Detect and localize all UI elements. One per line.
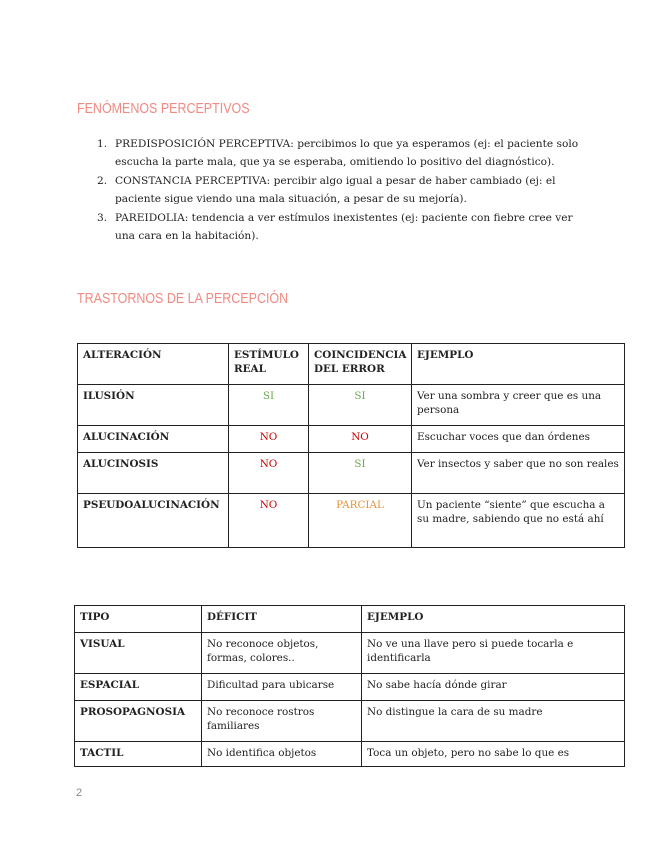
table-row — [78, 385, 625, 426]
real-stimulus-cell: SI — [229, 385, 309, 426]
table-row — [75, 633, 625, 674]
table-header-cell: DÉFICIT — [202, 606, 362, 633]
table-row — [75, 701, 625, 742]
example-cell: Toca un objeto, pero no sabe lo que es — [362, 742, 625, 767]
list-item-number: 2. — [97, 174, 108, 187]
table-header-cell: EJEMPLO — [412, 344, 625, 385]
table-header-row — [78, 344, 625, 385]
list-item-number: 1. — [97, 138, 108, 150]
example-cell: No distingue la cara de su madre — [362, 701, 625, 742]
table-header-row — [75, 606, 625, 633]
type-cell: VISUAL — [75, 633, 202, 674]
table-header-cell: ALTERACIÓN — [78, 344, 229, 385]
table-header-cell: ESTÍMULO REAL — [229, 344, 309, 385]
error-coincidence-cell: NO — [309, 426, 412, 453]
example-cell: Escuchar voces que dan órdenes — [412, 426, 625, 453]
deficit-cell: Dificultad para ubicarse — [202, 674, 362, 701]
alteration-name-cell: PSEUDOALUCINACIÓN — [78, 494, 229, 548]
deficit-cell: No reconoce objetos, formas, colores.. — [202, 633, 362, 674]
alteration-name-cell: ALUCINOSIS — [78, 453, 229, 494]
example-cell: Ver insectos y saber que no son reales — [412, 453, 625, 494]
example-cell: No ve una llave pero si puede tocarla e identificarla — [362, 633, 625, 674]
alteration-name-cell: ALUCINACIÓN — [78, 426, 229, 453]
real-stimulus-cell: NO — [229, 426, 309, 453]
list-item — [92, 209, 582, 246]
section-heading-trastornos: TRASTORNOS DE LA PERCEPCIÓN — [77, 291, 289, 307]
error-coincidence-cell: SI — [309, 385, 412, 426]
table-row — [75, 742, 625, 767]
page-number: 2 — [76, 787, 83, 799]
deficit-cell: No reconoce rostros familiares — [202, 701, 362, 742]
error-coincidence-cell: SI — [309, 453, 412, 494]
type-cell: PROSOPAGNOSIA — [75, 701, 202, 742]
type-cell: TACTIL — [75, 742, 202, 767]
type-cell: ESPACIAL — [75, 674, 202, 701]
table-row — [78, 453, 625, 494]
section-heading-fenomenos: FENÓMENOS PERCEPTIVOS — [77, 101, 250, 117]
real-stimulus-cell: NO — [229, 494, 309, 548]
perceptive-phenomena-list — [92, 135, 582, 245]
list-item — [92, 135, 582, 172]
example-cell: Ver una sombra y creer que es una persona — [412, 385, 625, 426]
example-cell: Un paciente “siente” que escucha a su madre, sabiendo que no está ahí — [412, 494, 625, 548]
list-item-text: PREDISPOSICIÓN PERCEPTIVA: percibimos lo que ya esperamos (ej: el paciente solo escucha la parte mala, que ya se esperaba, omitiendo lo positivo del diagnóstico). — [115, 138, 579, 169]
list-item-text: PAREIDOLIA: tendencia a ver estímulos inexistentes (ej: paciente con fiebre cree ver una cara en la habitación). — [115, 211, 573, 243]
list-item — [92, 172, 582, 209]
example-cell: No sabe hacía dónde girar — [362, 674, 625, 701]
table-row — [78, 426, 625, 453]
list-item-text: CONSTANCIA PERCEPTIVA: percibir algo igual a pesar de haber cambiado (ej: el paciente sigue viendo una mala situación, a pesar de su mejoría). — [115, 174, 556, 206]
list-item-number: 3. — [97, 211, 108, 224]
table-header-cell: COINCIDENCIA DEL ERROR — [309, 344, 412, 385]
agnosia-types-table — [74, 605, 625, 767]
table-row — [75, 674, 625, 701]
table-header-cell: EJEMPLO — [362, 606, 625, 633]
perception-disorders-table — [77, 343, 625, 548]
error-coincidence-cell: PARCIAL — [309, 494, 412, 548]
deficit-cell: No identifica objetos — [202, 742, 362, 767]
alteration-name-cell: ILUSIÓN — [78, 385, 229, 426]
table-row — [78, 494, 625, 548]
table-header-cell: TIPO — [75, 606, 202, 633]
real-stimulus-cell: NO — [229, 453, 309, 494]
